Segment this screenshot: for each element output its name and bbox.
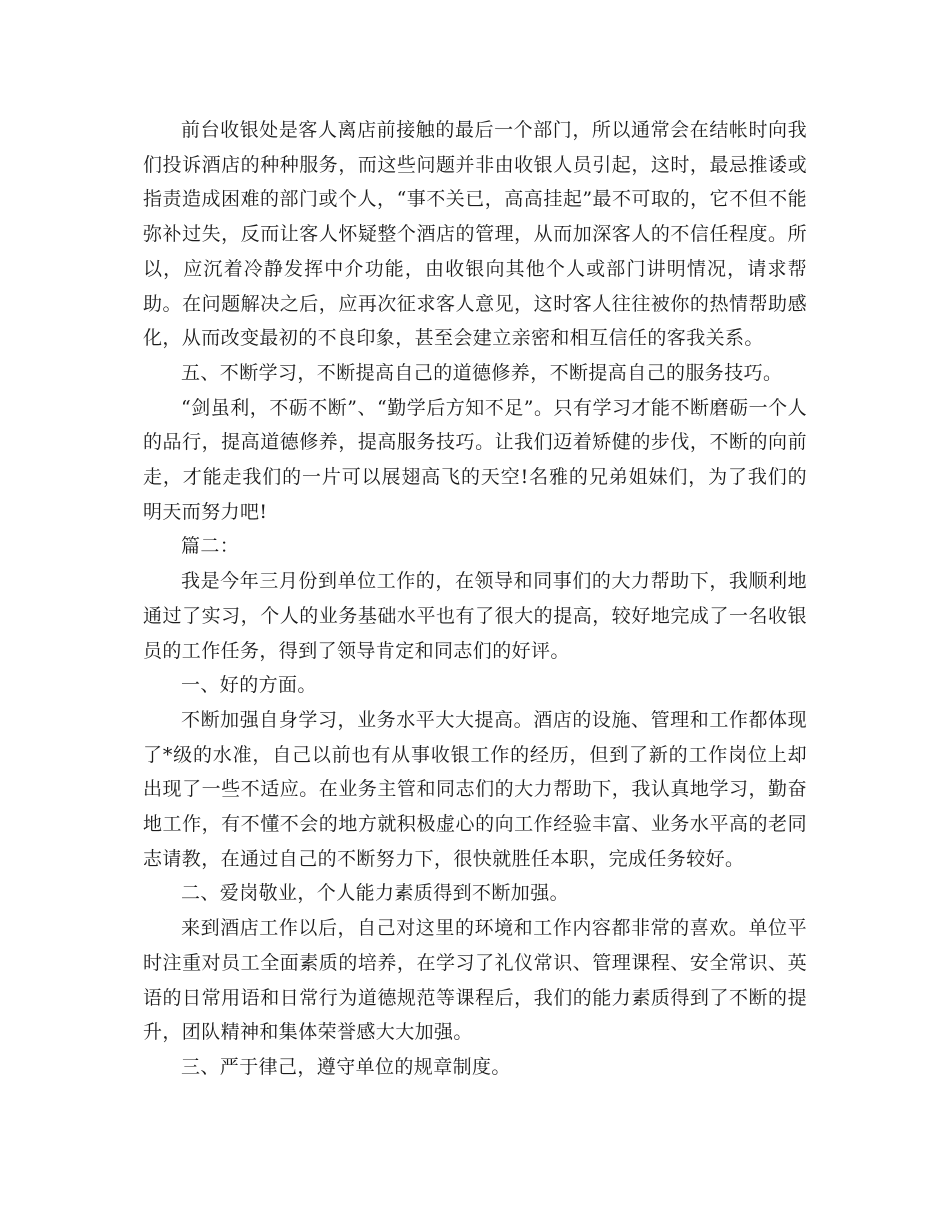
heading-discipline: 三、严于律己，遵守单位的规章制度。 xyxy=(181,1055,511,1078)
heading-part-two: 篇二： xyxy=(181,535,240,558)
document-body xyxy=(143,113,807,1085)
heading-continuous-learning: 五、不断学习，不断提高自己的道德修养，不断提高自己的服务技巧。 xyxy=(181,361,783,384)
paragraph-intro: 我是今年三月份到单位工作的，在领导和同事们的大力帮助下，我顺利地通过了实习，个人的业务基础水平也有了很大的提高，较好地完成了一名收银员的工作任务，得到了领导肯定和同志们的好评。 xyxy=(143,570,807,662)
paragraph-complaint-handling: 前台收银处是客人离店前接触的最后一个部门，所以通常会在结帐时向我们投诉酒店的种种服务，而这些问题并非由收银人员引起，这时，最忌推诿或指责造成困难的部门或个人，“事不关已，高高挂起”最不可取的，它不但不能弥补过失，反而让客人怀疑整个酒店的管理，从而加深客人的不信任程度。所以，应沉着冷静发挥中介功能，由收银向其他个人或部门讲明情况，请求帮助。在问题解决之后，应再次征求客人意见，这时客人往往被你的热情帮助感化，从而改变最初的不良印象，甚至会建立亲密和相互信任的客我关系。 xyxy=(143,119,807,350)
paragraph-learning: “剑虽利，不砺不断”、“勤学后方知不足”。只有学习才能不断磨砺一个人的品行，提高道德修养，提高服务技巧。让我们迈着矫健的步伐，不断的向前走，才能走我们的一片可以展翅高飞的天空!名雅的兄弟姐妹们，为了我们的明天而努力吧! xyxy=(143,396,807,523)
paragraph-self-study: 不断加强自身学习，业务水平大大提高。酒店的设施、管理和工作都体现了*级的水准，自己以前也有从事收银工作的经历，但到了新的工作岗位上却出现了一些不适应。在业务主管和同志们的大力帮助下，我认真地学习，勤奋地工作，有不懂不会的地方就积极虚心的向工作经验丰富、业务水平高的老同志请教，在通过自己的不断努力下，很快就胜任本职，完成任务较好。 xyxy=(143,708,807,870)
heading-dedication: 二、爱岗敬业，个人能力素质得到不断加强。 xyxy=(181,882,570,905)
heading-good-aspects: 一、好的方面。 xyxy=(181,674,317,697)
paragraph-dedication: 来到酒店工作以后，自己对这里的环境和工作内容都非常的喜欢。单位平时注重对员工全面素质的培养，在学习了礼仪常识、管理课程、安全常识、英语的日常用语和日常行为道德规范等课程后，我们的能力素质得到了不断的提升，团队精神和集体荣誉感大大加强。 xyxy=(143,917,807,1044)
